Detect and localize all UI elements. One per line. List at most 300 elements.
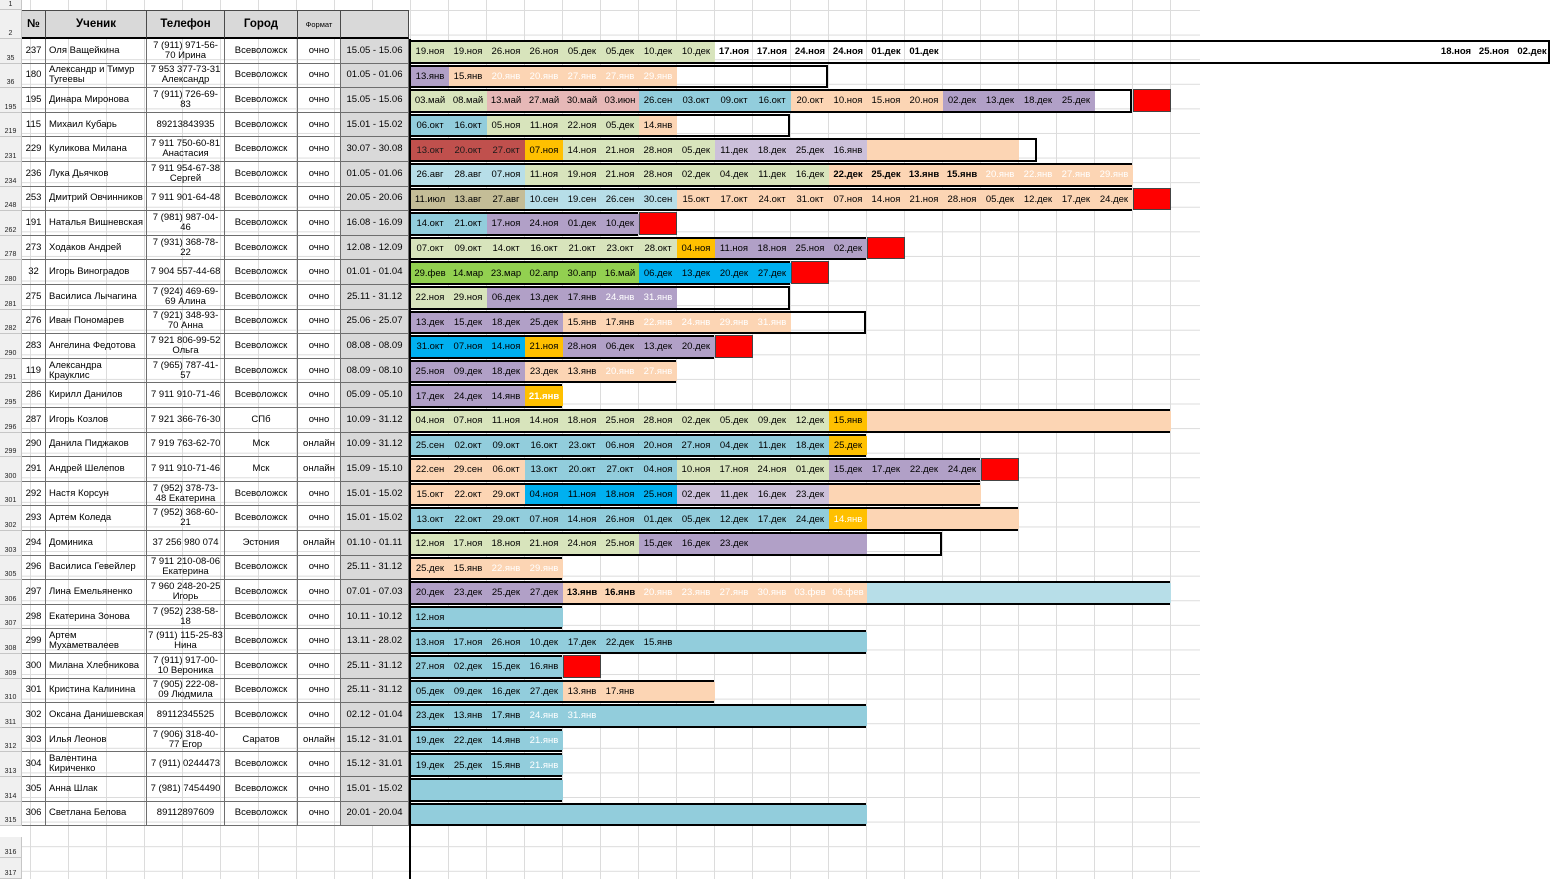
header-format[interactable]: Формат: [298, 10, 341, 39]
schedule-bar[interactable]: [410, 458, 980, 482]
student-number-cell[interactable]: 299: [22, 629, 46, 654]
header-period[interactable]: [341, 10, 409, 39]
format-cell[interactable]: онлайн: [298, 728, 341, 753]
student-name-cell[interactable]: Игорь Виноградов: [46, 260, 147, 285]
phone-cell[interactable]: 89112897609: [147, 802, 225, 827]
student-name-cell[interactable]: Иван Пономарев: [46, 310, 147, 335]
phone-cell[interactable]: 7 911 910-71-46: [147, 457, 225, 482]
city-cell[interactable]: Всеволожск: [225, 310, 298, 335]
phone-cell[interactable]: 7 911 901-64-48: [147, 187, 225, 212]
debt-marker[interactable]: [715, 335, 753, 358]
format-cell[interactable]: очно: [298, 679, 341, 704]
schedule-bar[interactable]: [410, 532, 942, 556]
city-cell[interactable]: Всеволожск: [225, 334, 298, 359]
period-cell[interactable]: 05.09 - 05.10: [341, 383, 409, 408]
city-cell[interactable]: Всеволожск: [225, 113, 298, 138]
schedule-bar[interactable]: [410, 680, 714, 704]
debt-marker[interactable]: [791, 261, 829, 284]
student-name-cell[interactable]: Лука Дьячков: [46, 162, 147, 187]
row-header[interactable]: 312: [0, 728, 22, 753]
period-cell[interactable]: 08.08 - 08.09: [341, 334, 409, 359]
period-cell[interactable]: 25.11 - 31.12: [341, 285, 409, 310]
row-header[interactable]: 1: [0, 0, 22, 10]
format-cell[interactable]: очно: [298, 654, 341, 679]
schedule-bar[interactable]: [410, 778, 562, 802]
row-header[interactable]: 234: [0, 162, 22, 187]
period-cell[interactable]: 01.05 - 01.06: [341, 64, 409, 89]
student-number-cell[interactable]: 119: [22, 359, 46, 384]
row-header[interactable]: 314: [0, 777, 22, 802]
phone-cell[interactable]: 7 (911) 0244473: [147, 752, 225, 777]
header-student[interactable]: Ученик: [46, 10, 147, 39]
schedule-bar[interactable]: [410, 261, 790, 285]
row-header[interactable]: 290: [0, 334, 22, 359]
lesson-date: 28.ноя: [567, 341, 597, 353]
format-cell[interactable]: очно: [298, 580, 341, 605]
schedule-bar[interactable]: [410, 335, 714, 359]
phone-cell[interactable]: 7 (931) 368-78-22: [147, 236, 225, 261]
lesson-date: 14.ноя: [491, 341, 521, 353]
format-cell[interactable]: очно: [298, 482, 341, 507]
student-number-cell[interactable]: 297: [22, 580, 46, 605]
student-name-cell[interactable]: Анна Шлак: [46, 777, 147, 802]
header-num[interactable]: №: [22, 10, 46, 39]
period-cell[interactable]: 15.05 - 15.06: [341, 88, 409, 113]
phone-cell[interactable]: 7 904 557-44-68: [147, 260, 225, 285]
period-cell[interactable]: 10.09 - 31.12: [341, 433, 409, 458]
lesson-segment: [563, 140, 715, 160]
phone-cell[interactable]: 7 960 248-20-25 Игорь: [147, 580, 225, 605]
student-number-cell[interactable]: 300: [22, 654, 46, 679]
row-header[interactable]: 313: [0, 752, 22, 777]
phone-cell[interactable]: 7 (911) 917-00-10 Вероника: [147, 654, 225, 679]
phone-cell[interactable]: 7 (981) 7454490: [147, 777, 225, 802]
phone-cell[interactable]: 7 (911) 115-25-83 Нина: [147, 629, 225, 654]
row-header[interactable]: 291: [0, 359, 22, 384]
row-header[interactable]: 306: [0, 580, 22, 605]
format-cell[interactable]: очно: [298, 285, 341, 310]
format-cell[interactable]: очно: [298, 334, 341, 359]
city-cell[interactable]: Всеволожск: [225, 556, 298, 581]
lesson-date: 16.янв: [833, 144, 863, 156]
row-header[interactable]: 295: [0, 383, 22, 408]
phone-cell[interactable]: 7 (911) 971-56-70 Ирина: [147, 39, 225, 64]
debt-marker[interactable]: [981, 458, 1019, 481]
city-cell[interactable]: Всеволожск: [225, 64, 298, 89]
student-name-cell[interactable]: Наталья Вишневская: [46, 211, 147, 236]
city-cell[interactable]: Всеволожск: [225, 187, 298, 212]
period-cell[interactable]: 08.09 - 08.10: [341, 359, 409, 384]
student-name-cell[interactable]: Светлана Белова: [46, 802, 147, 827]
format-cell[interactable]: очно: [298, 137, 341, 162]
student-number-cell[interactable]: 291: [22, 457, 46, 482]
student-name-cell[interactable]: Лина Емельяненко: [46, 580, 147, 605]
schedule-bar[interactable]: [410, 704, 866, 728]
student-number-cell[interactable]: 253: [22, 187, 46, 212]
format-cell[interactable]: очно: [298, 162, 341, 187]
row-header[interactable]: 302: [0, 506, 22, 531]
format-cell[interactable]: онлайн: [298, 433, 341, 458]
schedule-bar[interactable]: [410, 483, 980, 507]
schedule-bar[interactable]: [410, 360, 676, 384]
schedule-bar[interactable]: [410, 212, 638, 236]
city-cell[interactable]: Всеволожск: [225, 654, 298, 679]
row-header[interactable]: 305: [0, 556, 22, 581]
row-header[interactable]: 248: [0, 187, 22, 212]
row-header[interactable]: 307: [0, 605, 22, 630]
student-name-cell[interactable]: Данила Пиджаков: [46, 433, 147, 458]
city-cell[interactable]: Эстония: [225, 531, 298, 556]
period-cell[interactable]: 25.11 - 31.12: [341, 556, 409, 581]
period-cell[interactable]: 10.11 - 10.12: [341, 605, 409, 630]
schedule-bar[interactable]: [410, 65, 828, 89]
city-cell[interactable]: Всеволожск: [225, 162, 298, 187]
period-cell[interactable]: 20.01 - 20.04: [341, 802, 409, 827]
student-number-cell[interactable]: 283: [22, 334, 46, 359]
lesson-date: 26.ноя: [491, 636, 521, 648]
period-cell[interactable]: 15.01 - 15.02: [341, 777, 409, 802]
lesson-date: 24.ноя: [832, 46, 864, 58]
city-cell[interactable]: Всеволожск: [225, 482, 298, 507]
city-cell[interactable]: Всеволожск: [225, 703, 298, 728]
phone-cell[interactable]: 7 (905) 222-08-09 Людмила: [147, 679, 225, 704]
schedule-bar[interactable]: [410, 114, 790, 138]
student-name-cell[interactable]: Настя Корсун: [46, 482, 147, 507]
city-cell[interactable]: Всеволожск: [225, 285, 298, 310]
phone-cell[interactable]: 7 (965) 787-41-57: [147, 359, 225, 384]
period-cell[interactable]: 12.08 - 12.09: [341, 236, 409, 261]
lesson-date: 04.ноя: [681, 243, 711, 255]
period-cell[interactable]: 15.09 - 15.10: [341, 457, 409, 482]
city-cell[interactable]: Всеволожск: [225, 137, 298, 162]
period-cell[interactable]: 15.01 - 15.02: [341, 113, 409, 138]
row-header[interactable]: 309: [0, 654, 22, 679]
schedule-bar[interactable]: [410, 581, 1170, 605]
format-cell[interactable]: очно: [298, 556, 341, 581]
period-cell[interactable]: 13.11 - 28.02: [341, 629, 409, 654]
schedule-bar[interactable]: [410, 434, 866, 458]
student-number-cell[interactable]: 305: [22, 777, 46, 802]
period-cell[interactable]: 15.01 - 15.02: [341, 506, 409, 531]
period-cell[interactable]: 01.01 - 01.04: [341, 260, 409, 285]
period-cell[interactable]: 15.12 - 31.01: [341, 752, 409, 777]
row-header[interactable]: 316: [0, 837, 22, 858]
student-name-cell[interactable]: Александра Крауклис: [46, 359, 147, 384]
phone-cell[interactable]: 7 (952) 378-73-48 Екатерина: [147, 482, 225, 507]
row-header[interactable]: 231: [0, 137, 22, 162]
phone-cell[interactable]: 7 (981) 987-04-46: [147, 211, 225, 236]
period-cell[interactable]: 25.11 - 31.12: [341, 679, 409, 704]
schedule-bar[interactable]: [410, 507, 1018, 531]
student-name-cell[interactable]: Оксана Данишевская: [46, 703, 147, 728]
schedule-bar[interactable]: [410, 286, 790, 310]
schedule-bar[interactable]: [410, 237, 866, 261]
period-cell[interactable]: 15.05 - 15.06: [341, 39, 409, 64]
lesson-date: 15.янв: [946, 169, 978, 181]
city-cell[interactable]: СПб: [225, 408, 298, 433]
student-number-cell[interactable]: 301: [22, 679, 46, 704]
period-cell[interactable]: 10.09 - 31.12: [341, 408, 409, 433]
city-cell[interactable]: Всеволожск: [225, 777, 298, 802]
student-number-cell[interactable]: 293: [22, 506, 46, 531]
period-cell[interactable]: 25.06 - 25.07: [341, 310, 409, 335]
format-cell[interactable]: очно: [298, 187, 341, 212]
student-number-cell[interactable]: 298: [22, 605, 46, 630]
student-name-cell[interactable]: Дмитрий Овчинников: [46, 187, 147, 212]
student-number-cell[interactable]: 195: [22, 88, 46, 113]
student-number-cell[interactable]: 294: [22, 531, 46, 556]
format-cell[interactable]: очно: [298, 506, 341, 531]
lesson-date: 22.дек: [833, 169, 863, 181]
student-number-cell[interactable]: 306: [22, 802, 46, 827]
student-number-cell[interactable]: 180: [22, 64, 46, 89]
schedule-bar[interactable]: [410, 188, 1132, 212]
format-cell[interactable]: очно: [298, 359, 341, 384]
row-header[interactable]: 35: [0, 39, 22, 64]
format-cell[interactable]: очно: [298, 260, 341, 285]
format-cell[interactable]: очно: [298, 703, 341, 728]
format-cell[interactable]: очно: [298, 605, 341, 630]
student-number-cell[interactable]: 302: [22, 703, 46, 728]
student-number-cell[interactable]: 304: [22, 752, 46, 777]
student-number-cell[interactable]: 296: [22, 556, 46, 581]
student-number-cell[interactable]: 273: [22, 236, 46, 261]
phone-cell[interactable]: 7 (906) 318-40-77 Егор: [147, 728, 225, 753]
schedule-bar[interactable]: [410, 163, 1132, 187]
schedule-bar[interactable]: [410, 630, 866, 654]
student-name-cell[interactable]: Кирилл Данилов: [46, 383, 147, 408]
row-header[interactable]: 315: [0, 802, 22, 827]
period-cell[interactable]: 25.11 - 31.12: [341, 654, 409, 679]
schedule-bar[interactable]: [410, 729, 562, 753]
city-cell[interactable]: Саратов: [225, 728, 298, 753]
student-name-cell[interactable]: Василиса Гевейлер: [46, 556, 147, 581]
row-header[interactable]: 195: [0, 88, 22, 113]
lesson-date: 22.ноя: [415, 292, 445, 304]
student-number-cell[interactable]: 237: [22, 39, 46, 64]
lesson-date: 18.ноя: [491, 538, 521, 550]
student-name-cell[interactable]: Куликова Милана: [46, 137, 147, 162]
debt-marker[interactable]: [639, 212, 677, 235]
schedule-bar[interactable]: [410, 606, 562, 630]
row-header[interactable]: 2: [0, 10, 22, 39]
student-number-cell[interactable]: 286: [22, 383, 46, 408]
schedule-bar[interactable]: [410, 138, 1037, 162]
student-number-cell[interactable]: 276: [22, 310, 46, 335]
student-name-cell[interactable]: Валентина Кириченко: [46, 752, 147, 777]
schedule-bar[interactable]: [410, 655, 562, 679]
period-cell[interactable]: 30.07 - 30.08: [341, 137, 409, 162]
lesson-date: 30.янв: [757, 587, 787, 599]
phone-cell[interactable]: 7 (952) 368-60-21: [147, 506, 225, 531]
row-header[interactable]: 280: [0, 260, 22, 285]
format-cell[interactable]: онлайн: [298, 457, 341, 482]
format-cell[interactable]: онлайн: [298, 531, 341, 556]
student-name-cell[interactable]: Динара Миронова: [46, 88, 147, 113]
format-cell[interactable]: очно: [298, 752, 341, 777]
lesson-date: 17.янв: [605, 685, 635, 697]
student-name-cell[interactable]: Игорь Козлов: [46, 408, 147, 433]
phone-cell[interactable]: 7 (921) 348-93-70 Анна: [147, 310, 225, 335]
row-header[interactable]: 278: [0, 236, 22, 261]
row-header[interactable]: 299: [0, 433, 22, 458]
student-name-cell[interactable]: Василиса Лычагина: [46, 285, 147, 310]
lesson-segment: [525, 337, 563, 357]
row-header[interactable]: 303: [0, 531, 22, 556]
city-cell[interactable]: Мск: [225, 433, 298, 458]
header-phone[interactable]: Телефон: [147, 10, 225, 39]
phone-cell[interactable]: 7 911 910-71-46: [147, 383, 225, 408]
student-name-cell[interactable]: Милана Хлебникова: [46, 654, 147, 679]
student-number-cell[interactable]: 290: [22, 433, 46, 458]
row-header[interactable]: 36: [0, 64, 22, 89]
student-name-cell[interactable]: Илья Леонов: [46, 728, 147, 753]
city-cell[interactable]: Всеволожск: [225, 506, 298, 531]
city-cell[interactable]: Всеволожск: [225, 802, 298, 827]
student-name-cell[interactable]: Оля Ващейкина: [46, 39, 147, 64]
row-header[interactable]: 281: [0, 285, 22, 310]
student-name-cell[interactable]: Андрей Шелепов: [46, 457, 147, 482]
student-name-cell[interactable]: Михаил Кубарь: [46, 113, 147, 138]
student-number-cell[interactable]: 115: [22, 113, 46, 138]
lesson-date: 09.дек: [453, 685, 483, 697]
city-cell[interactable]: Всеволожск: [225, 580, 298, 605]
phone-cell[interactable]: 7 (911) 726-69-83: [147, 88, 225, 113]
lesson-date: 14.янв: [491, 735, 521, 747]
format-cell[interactable]: очно: [298, 113, 341, 138]
student-name-cell[interactable]: Доминика: [46, 531, 147, 556]
student-number-cell[interactable]: 191: [22, 211, 46, 236]
period-cell[interactable]: 20.05 - 20.06: [341, 187, 409, 212]
row-header[interactable]: 311: [0, 703, 22, 728]
phone-cell[interactable]: 7 921 366-76-30: [147, 408, 225, 433]
format-cell[interactable]: очно: [298, 88, 341, 113]
row-header[interactable]: 282: [0, 310, 22, 335]
lesson-date: 08.май: [452, 95, 484, 107]
student-name-cell[interactable]: Ходаков Андрей: [46, 236, 147, 261]
format-cell[interactable]: очно: [298, 211, 341, 236]
debt-marker[interactable]: [867, 237, 905, 260]
city-cell[interactable]: Всеволожск: [225, 359, 298, 384]
schedule-bar[interactable]: [410, 803, 866, 827]
format-cell[interactable]: очно: [298, 629, 341, 654]
row-header[interactable]: 219: [0, 113, 22, 138]
debt-marker[interactable]: [563, 655, 601, 678]
lesson-date: 02.апр: [529, 267, 559, 279]
debt-marker[interactable]: [1133, 89, 1171, 112]
student-number-cell[interactable]: 32: [22, 260, 46, 285]
format-cell[interactable]: очно: [298, 408, 341, 433]
row-header[interactable]: 317: [0, 858, 22, 879]
schedule-bar[interactable]: [410, 311, 866, 335]
city-cell[interactable]: Мск: [225, 457, 298, 482]
student-number-cell[interactable]: 275: [22, 285, 46, 310]
phone-cell[interactable]: 7 911 750-60-81 Анастасия: [147, 137, 225, 162]
student-name-cell[interactable]: Ангелина Федотова: [46, 334, 147, 359]
city-cell[interactable]: Всеволожск: [225, 629, 298, 654]
period-cell[interactable]: 16.08 - 16.09: [341, 211, 409, 236]
row-header[interactable]: 300: [0, 457, 22, 482]
phone-cell[interactable]: 7 911 954-67-38 Сергей: [147, 162, 225, 187]
schedule-bar[interactable]: [410, 40, 1550, 64]
period-cell[interactable]: 02.12 - 01.04: [341, 703, 409, 728]
row-header[interactable]: 310: [0, 679, 22, 704]
period-cell[interactable]: 15.01 - 15.02: [341, 482, 409, 507]
lesson-segment: [639, 583, 867, 603]
schedule-bar[interactable]: [410, 409, 1170, 433]
student-number-cell[interactable]: 303: [22, 728, 46, 753]
format-cell[interactable]: очно: [298, 310, 341, 335]
student-number-cell[interactable]: 229: [22, 137, 46, 162]
city-cell[interactable]: Всеволожск: [225, 752, 298, 777]
row-header[interactable]: 301: [0, 482, 22, 507]
period-cell[interactable]: 15.12 - 31.01: [341, 728, 409, 753]
city-cell[interactable]: Всеволожск: [225, 679, 298, 704]
city-cell[interactable]: Всеволожск: [225, 39, 298, 64]
city-cell[interactable]: Всеволожск: [225, 260, 298, 285]
phone-cell[interactable]: 7 (924) 469-69-69 Алина: [147, 285, 225, 310]
row-header[interactable]: 262: [0, 211, 22, 236]
phone-cell[interactable]: 89112345525: [147, 703, 225, 728]
schedule-bar[interactable]: [410, 753, 562, 777]
format-cell[interactable]: очно: [298, 39, 341, 64]
period-cell[interactable]: 07.01 - 07.03: [341, 580, 409, 605]
lesson-date: 30.май: [566, 95, 598, 107]
student-name-cell[interactable]: Александр и Тимур Тугеевы: [46, 64, 147, 89]
city-cell[interactable]: Всеволожск: [225, 211, 298, 236]
format-cell[interactable]: очно: [298, 802, 341, 827]
city-cell[interactable]: Всеволожск: [225, 88, 298, 113]
city-cell[interactable]: Всеволожск: [225, 236, 298, 261]
student-number-cell[interactable]: 236: [22, 162, 46, 187]
phone-cell[interactable]: 7 (952) 238-58-18: [147, 605, 225, 630]
schedule-bar[interactable]: [410, 89, 1132, 113]
lesson-date: 21.янв: [529, 759, 559, 771]
row-header[interactable]: 296: [0, 408, 22, 433]
student-name-cell[interactable]: Кристина Калинина: [46, 679, 147, 704]
schedule-bar[interactable]: [410, 557, 562, 581]
student-number-cell[interactable]: 287: [22, 408, 46, 433]
phone-cell[interactable]: 89213843935: [147, 113, 225, 138]
lesson-date: 25.дек: [1061, 95, 1091, 107]
phone-cell[interactable]: 7 919 763-62-70: [147, 433, 225, 458]
phone-cell[interactable]: 7 911 210-08-06 Екатерина: [147, 556, 225, 581]
schedule-bar[interactable]: [410, 384, 562, 408]
format-cell[interactable]: очно: [298, 236, 341, 261]
row-header[interactable]: 308: [0, 629, 22, 654]
student-number-cell[interactable]: 292: [22, 482, 46, 507]
period-cell[interactable]: 01.10 - 01.11: [341, 531, 409, 556]
header-city[interactable]: Город: [225, 10, 298, 39]
period-cell[interactable]: 01.05 - 01.06: [341, 162, 409, 187]
format-cell[interactable]: очно: [298, 777, 341, 802]
phone-cell[interactable]: 7 953 377-73-31 Александр: [147, 64, 225, 89]
lesson-date: 06.дек: [491, 292, 521, 304]
lesson-date: 01.дек: [871, 46, 901, 58]
format-cell[interactable]: очно: [298, 383, 341, 408]
student-name-cell[interactable]: Артем Мухаметвалеев: [46, 629, 147, 654]
city-cell[interactable]: Всеволожск: [225, 383, 298, 408]
debt-marker[interactable]: [1133, 188, 1171, 211]
city-cell[interactable]: Всеволожск: [225, 605, 298, 630]
phone-cell[interactable]: 37 256 980 074: [147, 531, 225, 556]
student-name-cell[interactable]: Екатерина Зонова: [46, 605, 147, 630]
lesson-date: 13.дек: [985, 95, 1015, 107]
student-name-cell[interactable]: Артем Коледа: [46, 506, 147, 531]
lesson-date: 27.окт: [606, 464, 634, 476]
format-cell[interactable]: очно: [298, 64, 341, 89]
phone-cell[interactable]: 7 921 806-99-52 Ольга: [147, 334, 225, 359]
